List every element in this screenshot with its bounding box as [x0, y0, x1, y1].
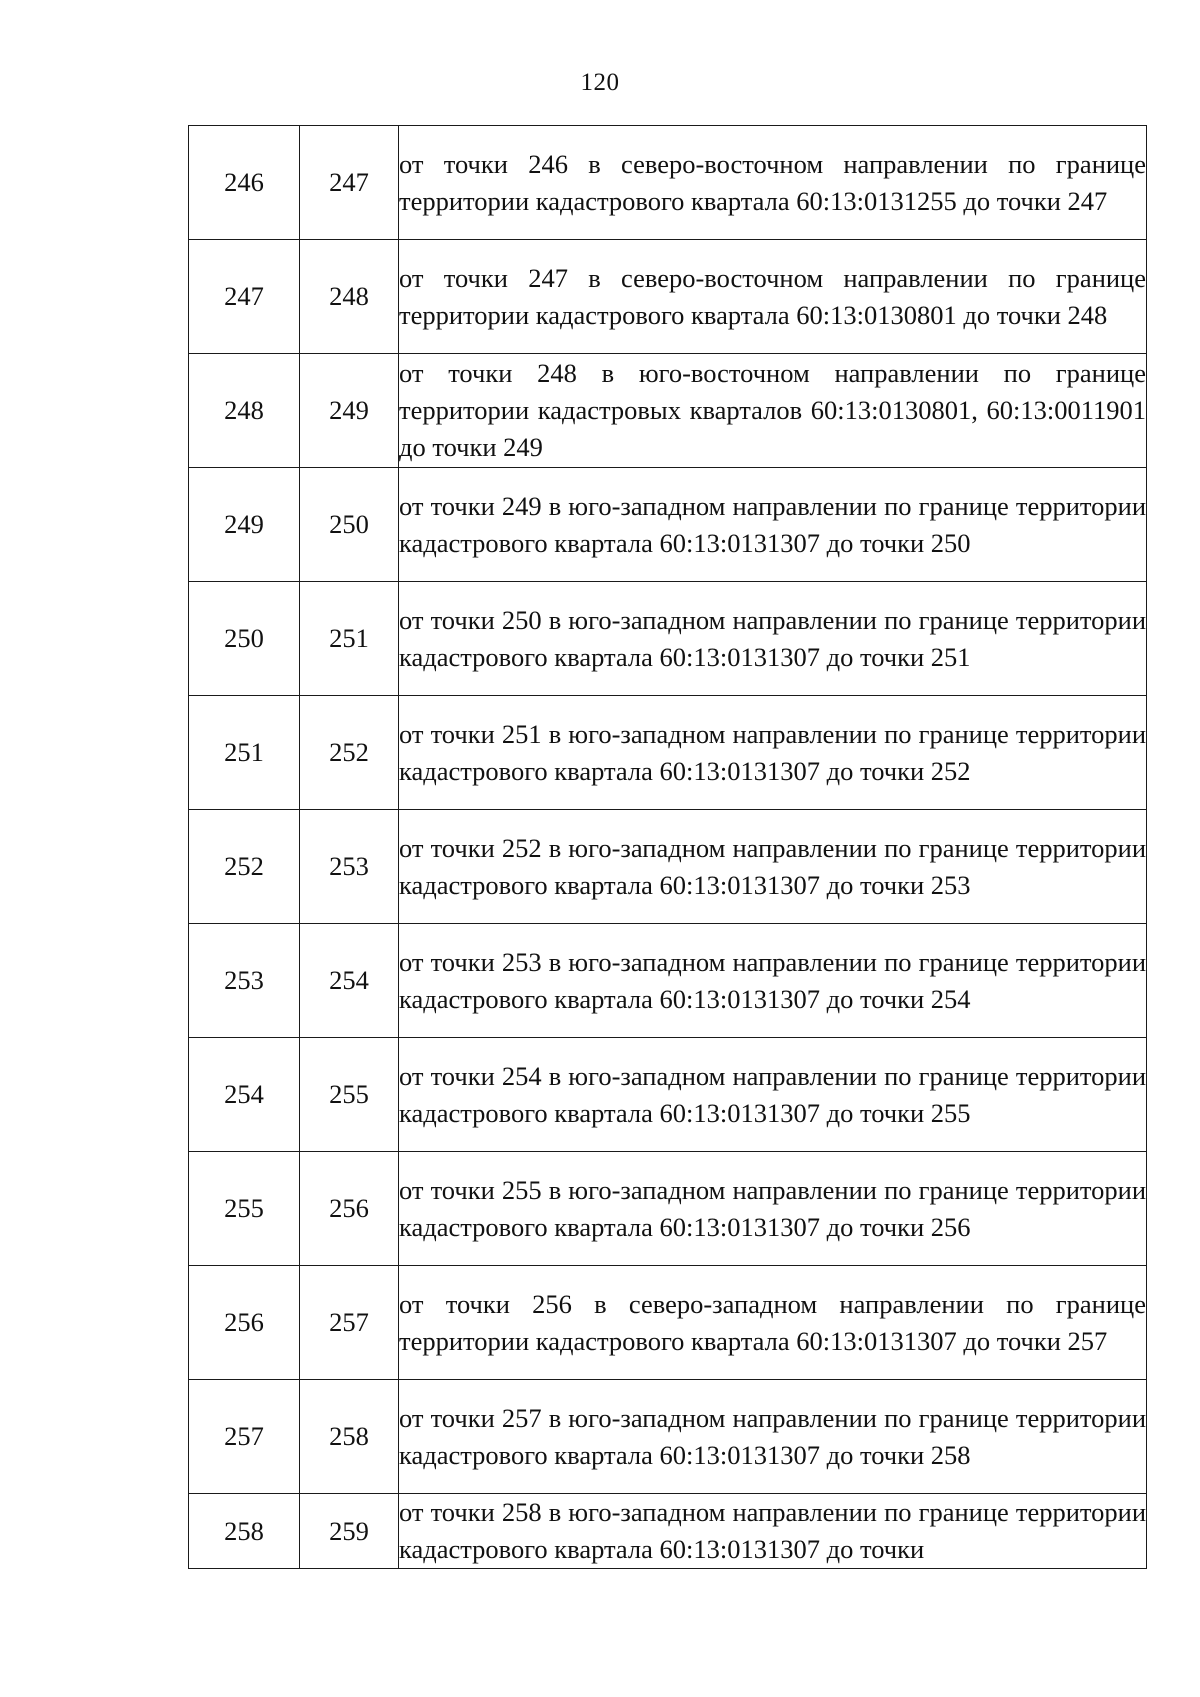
table-row: [189, 1380, 1147, 1494]
from-point-cell: 255: [189, 1152, 300, 1266]
table-row: [189, 810, 1147, 924]
table-row: [189, 1152, 1147, 1266]
description-cell: от точки 257 в юго-западном направлении по границе территории кадастрового квартала 60:13:0131307 до точки 258: [399, 1380, 1147, 1494]
from-point-cell: 248: [189, 354, 300, 468]
to-point-cell: 254: [300, 924, 399, 1038]
table-row: [189, 582, 1147, 696]
to-point-cell: 252: [300, 696, 399, 810]
to-point-cell: 250: [300, 468, 399, 582]
table-row: [189, 468, 1147, 582]
to-point-cell: 249: [300, 354, 399, 468]
table-row: [189, 354, 1147, 468]
page-number: 120: [580, 69, 620, 96]
table-row: [189, 696, 1147, 810]
from-point-cell: 246: [189, 126, 300, 240]
description-cell: от точки 248 в юго-восточном направлении по границе территории кадастровых кварталов 60:13:0130801, 60:13:0011901 до точки 249: [399, 354, 1147, 468]
from-point-cell: 257: [189, 1380, 300, 1494]
from-point-cell: 252: [189, 810, 300, 924]
description-cell: от точки 249 в юго-западном направлении по границе территории кадастрового квартала 60:13:0131307 до точки 250: [399, 468, 1147, 582]
to-point-cell: 248: [300, 240, 399, 354]
description-cell: от точки 251 в юго-западном направлении по границе территории кадастрового квартала 60:13:0131307 до точки 252: [399, 696, 1147, 810]
from-point-cell: 251: [189, 696, 300, 810]
description-cell: от точки 253 в юго-западном направлении по границе территории кадастрового квартала 60:13:0131307 до точки 254: [399, 924, 1147, 1038]
to-point-cell: 253: [300, 810, 399, 924]
table-row: [189, 240, 1147, 354]
from-point-cell: 249: [189, 468, 300, 582]
to-point-cell: 258: [300, 1380, 399, 1494]
description-cell: от точки 250 в юго-западном направлении по границе территории кадастрового квартала 60:13:0131307 до точки 251: [399, 582, 1147, 696]
from-point-cell: 254: [189, 1038, 300, 1152]
from-point-cell: 253: [189, 924, 300, 1038]
to-point-cell: 259: [300, 1494, 399, 1569]
from-point-cell: 247: [189, 240, 300, 354]
description-cell: от точки 252 в юго-западном направлении по границе территории кадастрового квартала 60:13:0131307 до точки 253: [399, 810, 1147, 924]
from-point-cell: 250: [189, 582, 300, 696]
description-cell: от точки 255 в юго-западном направлении по границе территории кадастрового квартала 60:13:0131307 до точки 256: [399, 1152, 1147, 1266]
to-point-cell: 255: [300, 1038, 399, 1152]
from-point-cell: 256: [189, 1266, 300, 1380]
from-point-cell: 258: [189, 1494, 300, 1569]
table-row: [189, 1494, 1147, 1569]
description-cell: от точки 246 в северо-восточном направлении по границе территории кадастрового квартала 60:13:0131255 до точки 247: [399, 126, 1147, 240]
to-point-cell: 257: [300, 1266, 399, 1380]
table-row: [189, 126, 1147, 240]
table-row: [189, 924, 1147, 1038]
to-point-cell: 247: [300, 126, 399, 240]
table-row: [189, 1266, 1147, 1380]
to-point-cell: 256: [300, 1152, 399, 1266]
description-cell: от точки 258 в юго-западном направлении по границе территории кадастрового квартала 60:13:0131307 до точки: [399, 1494, 1147, 1569]
description-cell: от точки 256 в северо-западном направлении по границе территории кадастрового квартала 60:13:0131307 до точки 257: [399, 1266, 1147, 1380]
description-cell: от точки 247 в северо-восточном направлении по границе территории кадастрового квартала 60:13:0130801 до точки 248: [399, 240, 1147, 354]
description-cell: от точки 254 в юго-западном направлении по границе территории кадастрового квартала 60:13:0131307 до точки 255: [399, 1038, 1147, 1152]
to-point-cell: 251: [300, 582, 399, 696]
table-row: [189, 1038, 1147, 1152]
boundary-table: [188, 125, 1147, 1569]
